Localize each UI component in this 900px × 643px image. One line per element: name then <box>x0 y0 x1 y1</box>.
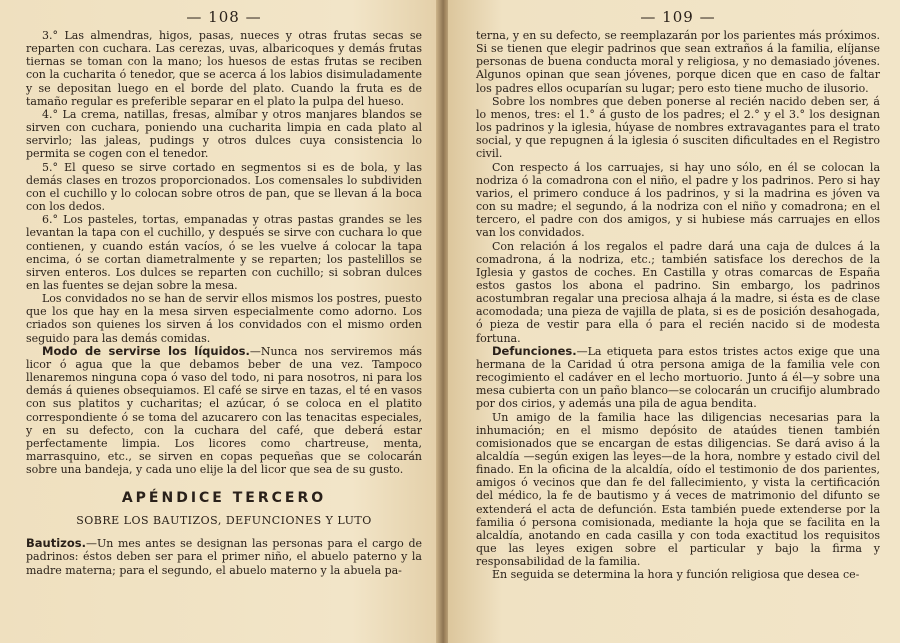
paragraph: En seguida se determina la hora y función religiosa que desea ce- <box>492 568 860 582</box>
paragraph: Un amigo de la familia hace las diligencias necesarias para la inhumación; en el mismo depósito de ataúdes tienen también comisionados que se encargan de estas diligencias. Se dará aviso á la alcaldía —según exigen las leyes—de la hora, nombre y estado civil del finado. En la oficina de la alcaldía, oído el testimonio de dos parientes, amigos ó vecinos que dan fe del fallecimiento, y vista la certificación del médico, la fe de bautismo y á veces de matrimonio del difunto se extenderá el acta de defunción. Esta también puede extenderse por la familia ó persona comisionada, mediante la hoja que se facilita en la alcaldía, anotando en cada casilla y con toda exactitud los requisitos que las leyes exigen sobre el particular y bajo la firma y responsabilidad de la familia. <box>476 410 880 569</box>
appendix-subtitle: SOBRE LOS BAUTIZOS, DEFUNCIONES Y LUTO <box>76 514 372 528</box>
paragraph: 5.° El queso se sirve cortado en segmentos si es de bola, y las demás clases en trozos proporcionados. Los comensales lo subdividen con el cuchillo y lo colocan sobre otros de pan, que se llevan á la boca con los dedos. <box>26 160 422 214</box>
paragraph <box>476 345 880 411</box>
paragraph <box>26 537 422 576</box>
paragraph: terna, y en su defecto, se reemplazarán por los parientes más próximos. Si se tienen que elegir padrinos que sean extraños á la familia, elíjanse personas de buena conducta moral y religiosa, y no demasiado jóvenes. Algunos opinan que sean jóvenes, porque dicen que en caso de faltar los padres ellos ocuparían su lugar; pero esto tiene mucho de ilusorio. <box>476 29 880 95</box>
paragraph: Los convidados no se han de servir ellos mismos los postres, puesto que los que hay en la mesa sirven especialmente como adorno. Los criados son quienes los sirven á los convidados con el mismo orden seguido para las demás comidas. <box>26 292 422 345</box>
section-lead: Defunciones. <box>492 343 577 358</box>
section-lead: Modo de servirse los líquidos. <box>42 343 250 358</box>
section-lead: Bautizos. <box>26 536 86 551</box>
paragraph: Con respecto á los carruajes, si hay uno sólo, en él se colocan la nodriza ó la comadrona con el niño, el padre y los padrinos. Pero si hay varios, el primero conduce á los padrinos, y si la madrina es jóven va con su madre; el segundo, á la nodriza con el niño y comadrona; en el tercero, el padre con dos amigos, y si hubiese más carruajes en ellos van los convidados. <box>476 160 880 240</box>
paragraph: Con relación á los regalos el padre dará una caja de dulces á la comadrona, á la nodriza, etc.; también satisface los derechos de la Iglesia y gastos de coches. En Castilla y otras comarcas de España estos gastos los abona el padrino. Sin embargo, los padrinos acostumbran regalar una preciosa alhaja á la madre, si ésta es de clase acomodada; una pieza de vajilla de plata, si es de posición desahogada, ó pieza de vestir para ella ó para el recién nacido si de modesta fortuna. <box>476 239 880 345</box>
right-page <box>448 0 900 643</box>
appendix-title: APÉNDICE TERCERO <box>121 490 327 507</box>
page-number-right: — 109 — <box>640 8 716 26</box>
page-number-left: — 108 — <box>186 8 262 26</box>
paragraph <box>26 345 422 477</box>
paragraph-text: —La etiqueta para estos tristes actos exige que una hermana de la Caridad ú otra persona amiga de la familia vele con recogimiento el cadáver en el lecho mortuorio. Junto á él—y sobre una mesa cubierta con un paño blanco—se colocarán un crucifijo alumbrado por dos cirios, y además una pila de agua bendita. <box>476 344 880 411</box>
paragraph: 4.° La crema, natillas, fresas, almíbar y otros manjares blandos se sirven con cuchara, poniendo una cucharita limpia en cada plato al servirlo; las jaleas, pudings y otros dulces cuya consistencia lo permita se cogen con el tenedor. <box>26 107 422 161</box>
left-page <box>0 0 440 643</box>
paragraph-text: —Un mes antes se designan las personas para el cargo de padrinos: éstos deben ser para el primer niño, el abuelo paterno y la madre materna; para el segundo, el abuelo materno y la abuela pa- <box>26 537 422 577</box>
paragraph-text: —Nunca nos serviremos más licor ó agua que la que debamos beber de una vez. Tampoco llenaremos ninguna copa ó vaso del todo, ni para nosotros, ni para los demás á quienes obsequiamos. El café se sirve en tazas, el té en vasos con sus platitos y cucharitas; el azúcar, ó se coloca en el platito correspondiente ó se toma del azucarero con las tenacitas especiales, y en su defecto, con la cuchara del café, que deberá estar perfectamente limpia. Los licores como chartreuse, menta, marrasquino, etc., se sirven en copas pequeñas que se colocarán sobre una bandeja, y cada uno elije la del licor que sea de su gusto. <box>26 344 422 477</box>
paragraph: 3.° Las almendras, higos, pasas, nueces y otras frutas secas se reparten con cuchara. Las cerezas, uvas, albaricoques y demás frutas tiernas se toman con la mano; los huesos de estas frutas se reciben con la cucharita ó tenedor, que se acerca á los labios disimuladamente y se depositan luego en el borde del plato. Cuando la fruta es de tamaño regular es preferible separar en el plato la pulpa del hueso. <box>26 29 422 108</box>
paragraph: 6.° Los pasteles, tortas, empanadas y otras pastas grandes se les levantan la tapa con el cuchillo, y después se sirve con cuchara lo que contienen, y cuando están vacíos, ó se les vuelve á colocar la tapa encima, ó se cortan diametralmente y se reparten; los pastelillos se sirven enteros. Los dulces se reparten con cuchillo; si sobran dulces en las fuentes se dejan sobre la mesa. <box>26 213 422 292</box>
paragraph: Sobre los nombres que deben ponerse al recién nacido deben ser, á lo menos, tres: el 1.° á gusto de los padres; el 2.° y el 3.° los designan los padrinos y la iglesia, húyase de nombres extravagantes para el trato social, y que repugnen á la iglesia ó susciten dificultades en el Registro civil. <box>476 94 880 161</box>
